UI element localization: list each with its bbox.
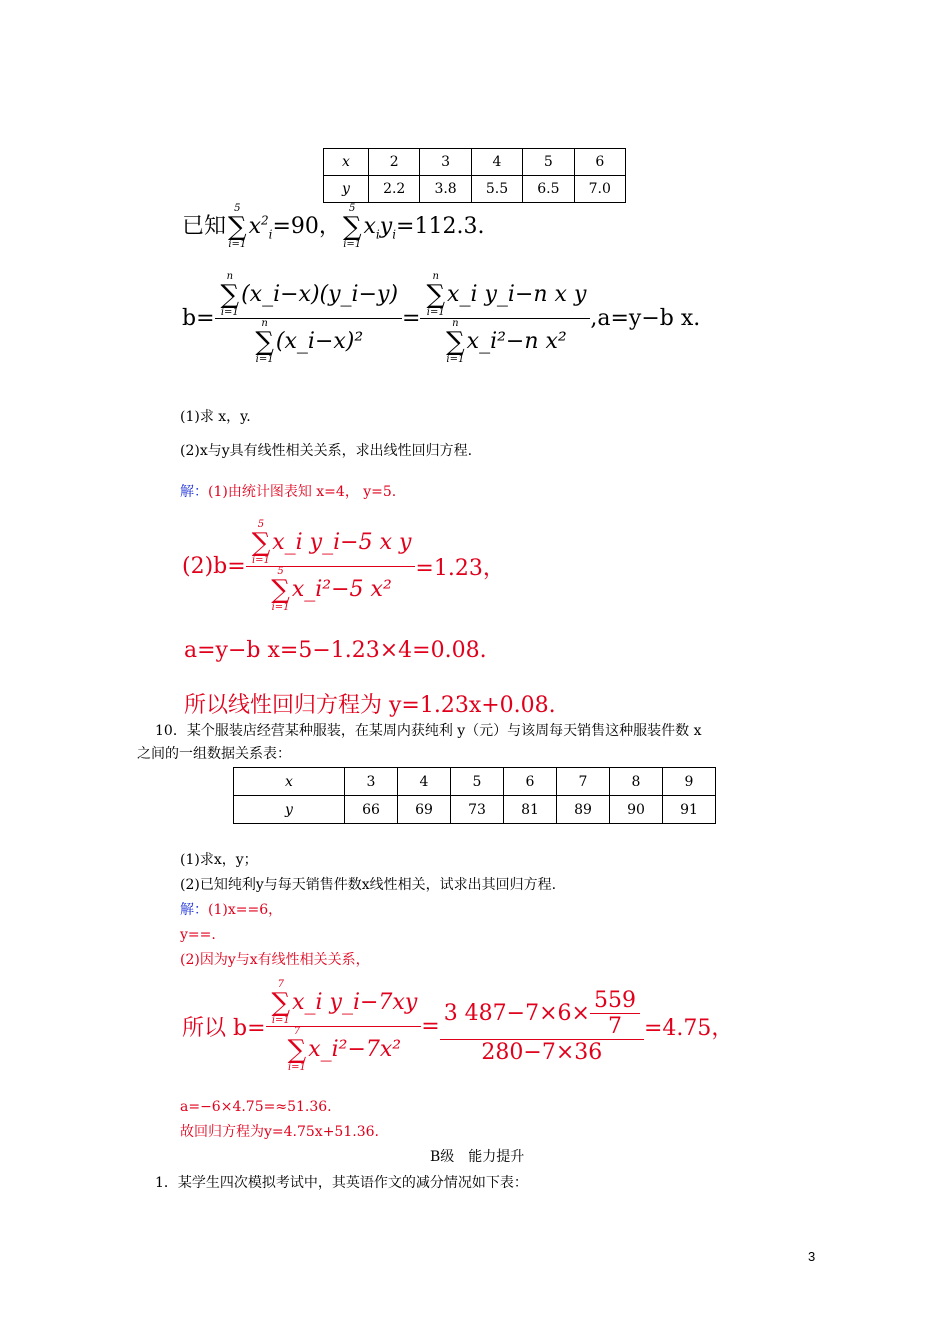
table1-cell: 5.5	[471, 176, 522, 203]
formula-den2: x_i²−n x²	[466, 329, 567, 354]
formula-den1: (x_i−x)²	[275, 329, 364, 354]
table2-cell: 73	[451, 796, 504, 824]
problem-b1: 1．某学生四次模拟考试中，其英语作文的减分情况如下表：	[155, 1175, 528, 1191]
formula-ahat: ,a=y−b x.	[590, 306, 701, 331]
problem-10-b-fraction-1: 7 ∑ i=1 x_i y_i−7xy 7 ∑ i=1 x_i²−7x²	[266, 980, 422, 1073]
problem-10-b-fraction-2	[440, 988, 644, 1065]
problem-10-solution-1	[180, 901, 282, 919]
problem-10-b-den1: x_i²−7x²	[308, 1037, 402, 1062]
data-table-2	[233, 767, 716, 824]
table1-cell: 6	[574, 149, 625, 176]
table2-cell: 3	[345, 768, 398, 796]
problem-10-b-inner-num: 559	[593, 988, 636, 1013]
problem-10-b-inner-fraction	[590, 988, 640, 1039]
solution-2-result: =1.23，	[415, 556, 505, 581]
table2-cell: 6	[504, 768, 557, 796]
solution-a: a=y−b x=5−1.23×4=0.08.	[184, 638, 487, 663]
sum-symbol: 5 ∑ i=1	[228, 203, 247, 250]
table1-cell: 5	[523, 149, 574, 176]
table2-cell: 66	[345, 796, 398, 824]
table1-cell: 7.0	[574, 176, 625, 203]
problem-10-b-num1: x_i y_i−7xy	[292, 990, 418, 1015]
table1-cell: 3	[420, 149, 471, 176]
problem-10-b-den2: 280−7×36	[481, 1040, 603, 1065]
table1-cell: 4	[471, 149, 522, 176]
table2-cell: 7	[557, 768, 610, 796]
formula-num2: x_i y_i−n x y	[447, 282, 587, 307]
problem-10-line-1: 10．某个服装店经营某种服装，在某周内获纯利 y（元）与该周每天销售这种服装件数 x	[155, 723, 702, 739]
formula-fraction-2: n ∑ i=1 x_i y_i−n x y n ∑ i=1 x_i²−n x²	[420, 272, 590, 365]
table2-cell: 8	[610, 768, 663, 796]
sum-symbol: 5 ∑ i=1	[342, 203, 362, 250]
table2-cell: 5	[451, 768, 504, 796]
table2-cell: 90	[610, 796, 663, 824]
problem-10-question-1: (1)求x，y；	[180, 852, 258, 868]
regression-formula: b= n ∑ i=1 (x_i−x)(y_i−y) n ∑ i=1 (x_i−x)² = n ∑ i=1 x_i y_i−n x y n ∑ i=1 x_i²−n x² ,a=y−b x.	[182, 271, 701, 365]
solution-2-fraction: 5 ∑ i=1 x_i y_i−5 x y 5 ∑ i=1 x_i²−5 x²	[246, 520, 416, 613]
problem-10-b-num2: 3 487−7×6×	[443, 1001, 590, 1026]
given-prefix: 已知	[182, 214, 227, 239]
question-2: (2)x与y具有线性相关关系，求出线性回归方程.	[180, 443, 473, 459]
problem-10-b-prefix: 所以 b=	[182, 1016, 266, 1041]
formula-bhat: b=	[182, 306, 215, 331]
table2-cell: 89	[557, 796, 610, 824]
table2-cell: x	[234, 768, 345, 796]
solution-2-num: x_i y_i−5 x y	[272, 530, 412, 555]
table2-cell: 4	[398, 768, 451, 796]
given-sum-xx: =90	[272, 214, 319, 239]
question-1: (1)求 x，y.	[180, 409, 251, 425]
table1-cell: 3.8	[420, 176, 471, 203]
table1-cell: 2.2	[369, 176, 420, 203]
solution-1-text: (1)由统计图表知 x=4， y=5.	[208, 484, 397, 500]
formula-num1: (x_i−x)(y_i−y)	[241, 282, 399, 307]
problem-10-solution-1-text: (1)x==6，	[208, 902, 283, 918]
table1-cell: 2	[369, 149, 420, 176]
problem-10-solution-2: y==.	[180, 927, 216, 943]
table1-cell: 6.5	[523, 176, 574, 203]
table2-cell: y	[234, 796, 345, 824]
problem-10-question-2: (2)已知纯利y与每天销售件数x线性相关，试求出其回归方程.	[180, 877, 557, 893]
solution-2-den: x_i²−5 x²	[291, 577, 392, 602]
section-heading: B级 能力提升	[430, 1149, 525, 1165]
problem-10-a: a=−6×4.75=≈51.36.	[180, 1099, 332, 1115]
problem-10-solution-3: (2)因为y与x有线性相关关系，	[180, 952, 370, 968]
solution-2-prefix: (2)b=	[182, 554, 246, 579]
table2-cell: 91	[663, 796, 716, 824]
problem-10-b-result: =4.75，	[643, 1016, 734, 1041]
given-sum-xy: =112.3.	[396, 214, 485, 239]
formula-fraction-1: n ∑ i=1 (x_i−x)(y_i−y) n ∑ i=1 (x_i−x)²	[215, 272, 403, 365]
data-table-1	[323, 148, 626, 203]
table2-cell: 69	[398, 796, 451, 824]
table2-cell: 9	[663, 768, 716, 796]
solution-2	[182, 520, 505, 613]
table1-cell: y	[324, 176, 369, 203]
page-number: 3	[808, 1249, 816, 1264]
problem-10-line-2: 之间的一组数据关系表：	[137, 746, 291, 762]
given-line: 已知 5 ∑ i=1 $x^2_i=90$， 5 ∑ i=1 $x_iy_i=112.3$.	[182, 203, 485, 250]
solution-final: 所以线性回归方程为 y=1.23x+0.08.	[184, 693, 556, 718]
solution-1	[180, 483, 396, 501]
table2-cell: 81	[504, 796, 557, 824]
solution-label: 解：	[180, 484, 208, 500]
problem-10-b-formula: 所以 b= 7 ∑ i=1 x_i y_i−7xy 7 ∑ i=1 x_i²−7x² = 3 487−7×6× $\frac{559}{7}$ 280−7×36 =4.75，	[182, 979, 734, 1073]
problem-10-final: 故回归方程为y=4.75x+51.36.	[180, 1124, 379, 1140]
problem-10-b-inner-den: 7	[607, 1014, 622, 1039]
table1-cell: x	[324, 149, 369, 176]
problem-10-solution-label: 解：	[180, 902, 208, 918]
